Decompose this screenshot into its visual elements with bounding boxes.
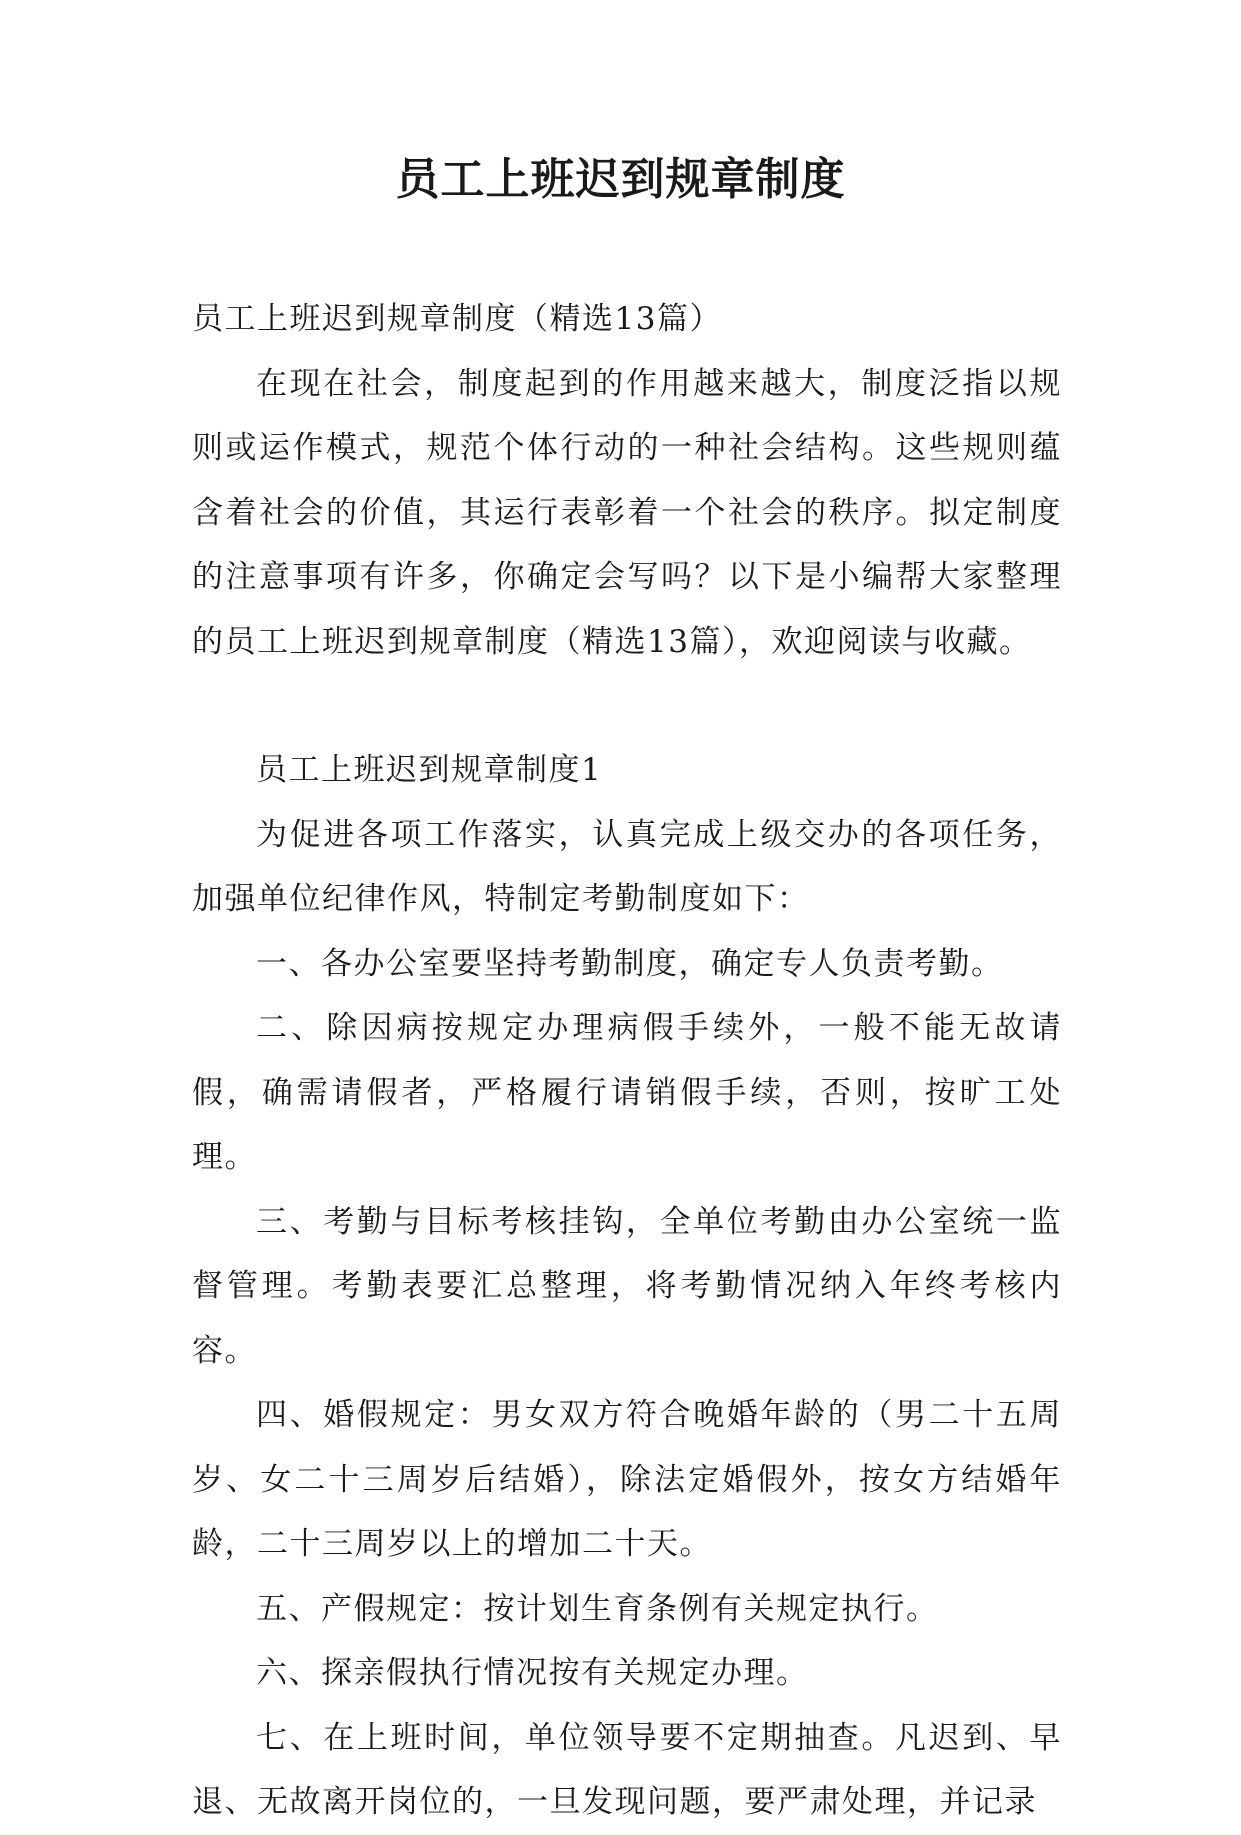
paragraph-spacer — [192, 674, 1062, 738]
rule-item-6: 六、探亲假执行情况按有关规定办理。 — [256, 1655, 809, 1691]
document-subtitle: 员工上班迟到规章制度（精选13篇） — [192, 301, 722, 337]
section-heading: 员工上班迟到规章制度1 — [256, 752, 603, 788]
rule-item-4: 四、婚假规定：男女双方符合晚婚年龄的（男二十五周岁、女二十三周岁后结婚），除法定婚假外，按女方结婚年龄，二十三周岁以上的增加二十天。 — [192, 1397, 1062, 1562]
rule-item-3: 三、考勤与目标考核挂钩，全单位考勤由办公室统一监督管理。考勤表要汇总整理，将考勤情况纳入年终考核内容。 — [192, 1203, 1062, 1369]
document-title: 员工上班迟到规章制度 — [395, 154, 846, 205]
intro-paragraph: 在现在社会，制度起到的作用越来越大，制度泛指以规则或运作模式，规范个体行动的一种社会结构。这些规则蕴含着社会的价值，其运行表彰着一个社会的秩序。拟定制度的注意事项有许多，你确定会写吗？以下是小编帮大家整理的员工上班迟到规章制度（精选13篇），欢迎阅读与收藏。 — [192, 365, 1062, 660]
rule-item-5: 五、产假规定：按计划生育条例有关规定执行。 — [256, 1590, 939, 1627]
body-paragraph: 为促进各项工作落实，认真完成上级交办的各项任务，加强单位纪律作风，特制定考勤制度如下： — [192, 816, 1062, 917]
document-body — [192, 287, 1062, 1835]
rule-item-7: 七、在上班时间，单位领导要不定期抽查。凡迟到、早退、无故离开岗位的，一旦发现问题，要严肃处理，并记录 — [192, 1719, 1062, 1820]
rule-item-2: 二、除因病按规定办理病假手续外，一般不能无故请假，确需请假者，严格履行请销假手续，否则，按旷工处理。 — [192, 1010, 1062, 1175]
rule-item-1: 一、各办公室要坚持考勤制度，确定专人负责考勤。 — [256, 945, 1004, 982]
